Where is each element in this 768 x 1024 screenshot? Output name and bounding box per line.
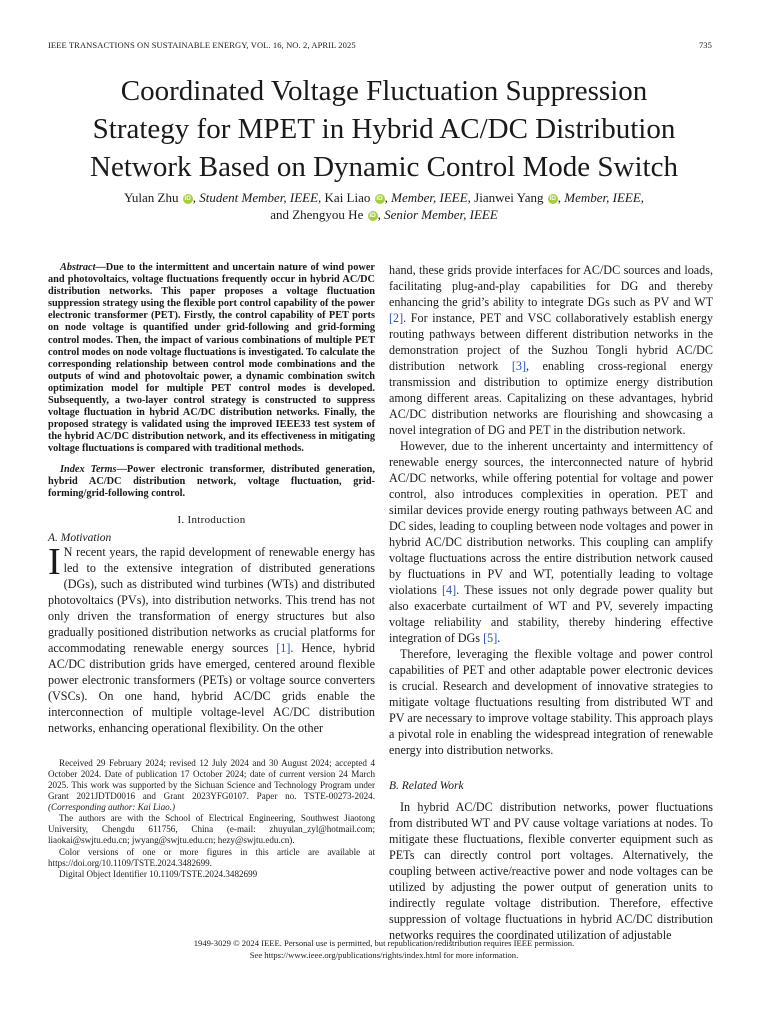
doi-note: Digital Object Identifier 10.1109/TSTE.2024.3482699	[59, 868, 258, 879]
author-membership: Member, IEEE	[564, 190, 641, 205]
body-paragraph: However, due to the inherent uncertainty and intermittency of renewable energy sources, the interconnected nature of hybrid AC/DC networks, while offering potential for voltage and power control, also introduces complexities in operation. PET and similar devices provide energy routing pathways between AC and DC sides, leading to coupling between node voltages and power in hybrid AC/DC distribution networks. This coupling can amplify voltage fluctuations across the entire distribution network caused by fluctuations in PV and WT, potentially leading to voltage violations [4]. These issues not only degrade power quality but also exacerbate curtailment of WT and PV, severely impacting voltage reliability and stability, thereby hindering effective integration of DGs [5].	[389, 439, 714, 645]
author-membership: Senior Member, IEEE	[384, 207, 498, 222]
index-terms-label: Index Terms	[60, 463, 117, 475]
copyright-line: 1949-3029 © 2024 IEEE. Personal use is permitted, but republication/redistribution requires IEEE permission.	[193, 938, 575, 948]
intro-paragraph: I N recent years, the rapid development of renewable energy has led to the extensive integration of distributed generations (DGs), such as distributed wind turbines (WTs) and distributed photovoltaics (PVs), into distribution networks. This trend has not only driven the transformation of energy structures but also gradually positioned distribution networks as crucial platforms for accommodating renewable energy sources [1]. Hence, hybrid AC/DC distribution grids have emerged, centered around flexible power electronic transformers (PETs) or voltage source converters (VSCs). On one hand, hybrid AC/DC grids enable the interconnection of multiple voltage-level AC/DC distribution networks, enhancing operational flexibility. On the other	[48, 540, 376, 735]
received-note: Received 29 February 2024; revised 12 July 2024 and 30 August 2024; accepted 4 October 2024. Date of publication 17 October 2024; date of current version 24 March 2025. This work was supported by the Sichuan Science and Technology Program under Grant 2021JDTD0016 and Grant 2023YFG0107. Paper no. TSTE-00273-2024. (Corresponding author: Kai Liao.)	[48, 757, 375, 813]
corresponding-author: (Corresponding author: Kai Liao.)	[48, 802, 175, 813]
orcid-icon[interactable]: iD	[184, 195, 191, 202]
body-paragraph: In hybrid AC/DC distribution networks, power fluctuations from distributed WT and PV cause voltage variations at nodes. To mitigate these fluctuations, flexible converter equipment such as PETs can directly control port voltages. Alternatively, the coupling between active/reactive power and node voltages can be utilized by adjusting the power output of generation units to indirectly regulate voltage distribution. Therefore, effective suppression of voltage fluctuations in hybrid AC/DC distribution networks requires the coordinated utilization of adjustable	[389, 800, 713, 942]
orcid-icon[interactable]: iD	[369, 212, 376, 219]
abstract-label: Abstract	[60, 262, 96, 273]
subsection-heading: A. Motivation	[48, 531, 112, 544]
citation-link[interactable]: [5]	[483, 631, 498, 645]
subsection-heading: B. Related Work	[389, 780, 464, 792]
rights-link-line: See https://www.ieee.org/publications/rights/index.html for more information.	[249, 949, 519, 960]
author-name: Zhengyou He	[292, 207, 364, 222]
author-list: Yulan Zhu iD , Student Member, IEEE, Kai Liao iD , Member, IEEE, Jianwei Yang iD , Member, IEEE, and Zhengyou He iD , Senior Member, IEEE	[123, 190, 645, 222]
journal-name: IEEE TRANSACTIONS ON SUSTAINABLE ENERGY, VOL. 16, NO. 2, APRIL 2025	[48, 40, 356, 50]
abstract	[48, 262, 375, 456]
author-name: Jianwei Yang	[474, 190, 544, 205]
index-terms	[48, 464, 375, 500]
author-name: Kai Liao	[324, 190, 371, 205]
running-header	[48, 40, 712, 54]
author-membership: Member, IEEE	[391, 190, 468, 205]
citation-link[interactable]: [1]	[276, 640, 291, 655]
paper-title	[40, 72, 728, 186]
citation-link[interactable]: [4]	[442, 583, 457, 597]
right-column	[389, 262, 713, 943]
orcid-icon[interactable]: iD	[376, 195, 383, 202]
orcid-icon[interactable]: iD	[549, 195, 556, 202]
left-column	[48, 262, 375, 880]
index-terms-text: —Power electronic transformer, distributed generation, hybrid AC/DC distribution network, voltage fluctuation, grid-forming/grid-following control.	[48, 463, 375, 499]
citation-link[interactable]: [2]	[389, 311, 404, 325]
copyright-notice	[48, 938, 720, 961]
first-page-footnotes	[48, 758, 375, 880]
page-number: 735	[698, 40, 712, 50]
author-membership: Student Member, IEEE	[199, 190, 319, 205]
author-name: Yulan Zhu	[123, 190, 179, 205]
body-paragraph: Therefore, leveraging the flexible voltage and power control capabilities of PET and other adaptable power electronic devices is crucial. Research and development of innovative strategies to mitigate voltage fluctuations resulting from distributed WT and PV are necessary to improve voltage stability. This approach plays a pivotal role in enabling the widespread integration of renewable energy into distribution networks.	[389, 647, 713, 757]
title-line-2: Strategy for MPET in Hybrid AC/DC Distribution	[92, 113, 676, 145]
body-paragraph: hand, these grids provide interfaces for AC/DC sources and loads, facilitating plug-and-play capabilities for DG and thereby enhancing the grid’s ability to integrate DGs such as PV and WT [2]. For instance, PET and VSC collaboratively establish energy routing pathways between different distribution networks in the demonstration project of the Suzhou Tongli hybrid AC/DC distribution network [3], enabling cross-regional energy transmission and distribution to optimize energy distribution among different areas. Capitalizing on these advantages, hybrid AC/DC distribution networks are flourishing and showcasing a novel integration of DG and PET in the distribution network.	[389, 263, 713, 437]
citation-link[interactable]: [3]	[511, 359, 526, 373]
title-line-3: Network Based on Dynamic Control Mode Switch	[90, 151, 678, 183]
section-heading: I. Introduction	[177, 513, 246, 526]
title-line-1: Coordinated Voltage Fluctuation Suppression	[120, 75, 648, 107]
abstract-text: —Due to the intermittent and uncertain nature of wind power and photovoltaics, voltage fluctuations frequently occur in hybrid AC/DC distribution networks. This paper proposes a voltage fluctuation suppression strategy using the flexible port control capability of the power electronic transformer (PET). Firstly, the control capability of PET ports on node voltage is quantified under grid-following and grid-forming control modes. Then, the impact of various combinations of multiple PET control modes on node voltage fluctuations is investigated. To calculate the corresponding relationship between control mode combinations and the outputs of wind and photovoltaic power, a dynamic combination switch optimization model for multiple PET control modes is developed. Subsequently, a two-layer control strategy is constructed to suppress voltage fluctuation in hybrid AC/DC distribution networks. Finally, the proposed strategy is validated using the improved IEEE33 test system of the hybrid AC/DC distribution network, and its effectiveness in mitigating voltage fluctuations is compared with traditional methods.	[48, 262, 375, 455]
affiliation-note: The authors are with the School of Electrical Engineering, Southwest Jiaotong University, Chengdu 611756, China (e-mail: zhuyulan_zyl@hotmail.com; liaokai@swjtu.edu.cn; jwyang@swjtu.edu.cn; hezy@swjtu.edu.cn).	[48, 813, 375, 846]
drop-cap: I	[48, 540, 61, 583]
color-note: Color versions of one or more figures in this article are available at https://doi.org/10.1109/TSTE.2024.3482699.	[48, 846, 375, 868]
